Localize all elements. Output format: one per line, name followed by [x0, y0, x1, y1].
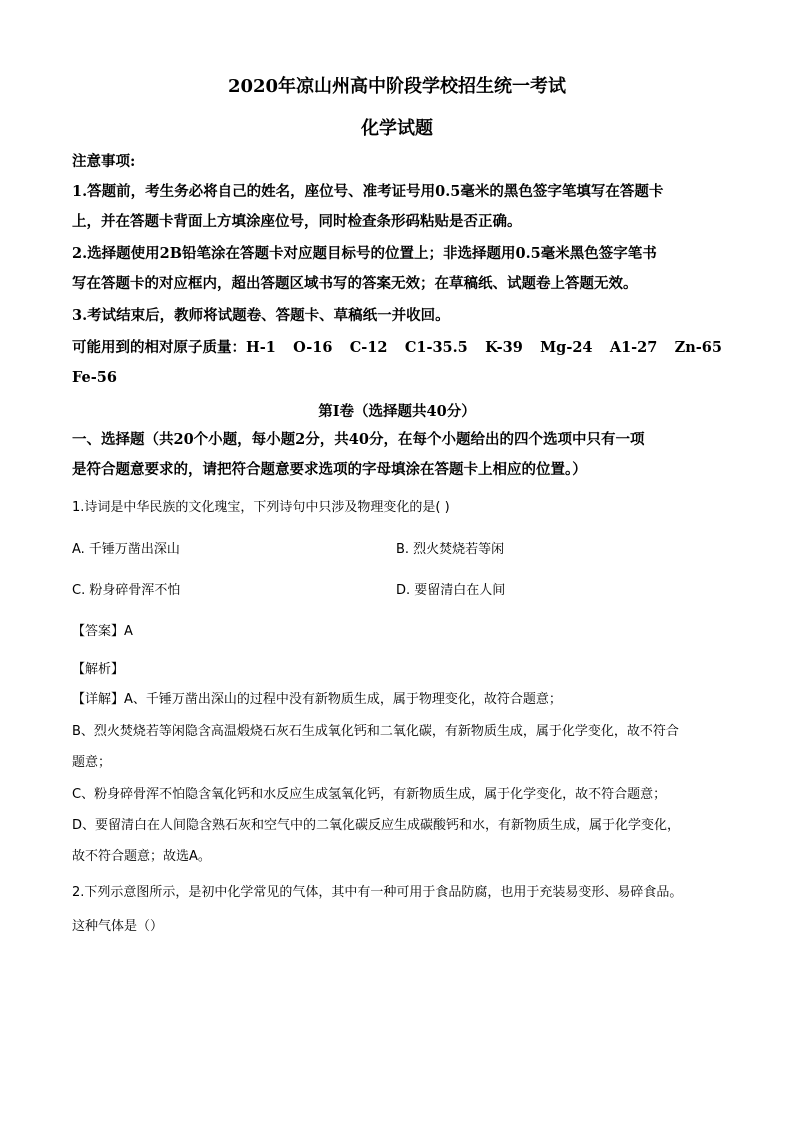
atomic-masses-label: 可能用到的相对原子质量：H-1 — [72, 339, 276, 356]
question-1-option-a: A. 千锤万凿出深山 — [72, 542, 180, 557]
question-2-stem-line-2: 这种气体是（） — [72, 919, 164, 934]
detail-line-d-1: D、要留清白在人间隐含熟石灰和空气中的二氧化碳反应生成碳酸钙和水，有新物质生成，属于化学变化， — [72, 818, 681, 833]
exam-title: 2020年凉山州高中阶段学校招生统一考试 — [227, 76, 567, 97]
question-1-option-c: C. 粉身碎骨浑不怕 — [72, 583, 181, 598]
detail-line-b-1: B、烈火焚烧若等闲隐含高温煅烧石灰石生成氧化钙和二氧化碳，有新物质生成，属于化学变化，故不符合 — [72, 724, 679, 739]
question-1-option-b: B. 烈火焚烧若等闲 — [396, 542, 505, 557]
atomic-mass: O-16 — [293, 339, 333, 356]
note-1-line-2: 上，并在答题卡背面上方填涂座位号，同时检查条形码粘贴是否正确。 — [72, 213, 522, 230]
detail-line-b-2: 题意； — [72, 755, 112, 770]
exam-subtitle: 化学试题 — [361, 118, 433, 139]
question-2-stem-line-1: 2.下列示意图所示，是初中化学常见的气体，其中有一种可用于食品防腐，也用于充装易变形、易碎食品。 — [72, 885, 683, 900]
detail-tag: 【详解】 — [72, 692, 125, 707]
detail-line-a — [72, 690, 562, 710]
answer-line — [72, 622, 133, 642]
note-3: 3.考试结束后，教师将试题卷、答题卡、草稿纸一并收回。 — [72, 307, 450, 324]
detail-a-text: A、千锤万凿出深山的过程中没有新物质生成，属于物理变化，故符合题意； — [124, 692, 562, 707]
atomic-mass: Zn-65 — [674, 339, 722, 356]
atomic-mass: Mg-24 — [540, 339, 593, 356]
notes-heading: 注意事项: — [72, 153, 136, 170]
atomic-mass-wrap: Fe-56 — [72, 369, 117, 386]
section-title: 第Ⅰ卷（选择题共40分） — [318, 403, 476, 420]
answer-tag: 【答案】 — [72, 624, 125, 639]
atomic-mass: A1-27 — [609, 339, 658, 356]
section-intro-line-1: 一、选择题（共20个小题，每小题2分，共40分，在每个小题给出的四个选项中只有一项 — [72, 431, 645, 448]
note-2-line-2: 写在答题卡的对应框内，超出答题区域书写的答案无效；在草稿纸、试题卷上答题无效。 — [72, 275, 638, 292]
atomic-mass: K-39 — [485, 339, 523, 356]
note-1-line-1: 1.答题前，考生务必将自己的姓名，座位号、准考证号用0.5毫米的黑色签字笔填写在答题卡 — [72, 183, 664, 200]
detail-line-c: C、粉身碎骨浑不怕隐含氧化钙和水反应生成氢氧化钙，有新物质生成，属于化学变化，故不符合题意； — [72, 787, 667, 802]
section-intro-line-2: 是符合题意要求的，请把符合题意要求选项的字母填涂在答题卡上相应的位置。） — [72, 461, 587, 478]
question-1-option-d: D. 要留清白在人间 — [396, 583, 506, 598]
atomic-mass: C-12 — [349, 339, 388, 356]
atomic-masses-row — [72, 338, 722, 358]
question-1-stem: 1.诗词是中华民族的文化瑰宝，下列诗句中只涉及物理变化的是( ) — [72, 500, 450, 515]
atomic-mass: C1-35.5 — [404, 339, 468, 356]
detail-line-d-2: 故不符合题意；故选A。 — [72, 849, 211, 864]
answer-value: A — [124, 624, 133, 639]
analysis-tag: 【解析】 — [72, 662, 125, 677]
note-2-line-1: 2.选择题使用2B铅笔涂在答题卡对应题目标号的位置上；非选择题用0.5毫米黑色签字笔书 — [72, 245, 657, 262]
